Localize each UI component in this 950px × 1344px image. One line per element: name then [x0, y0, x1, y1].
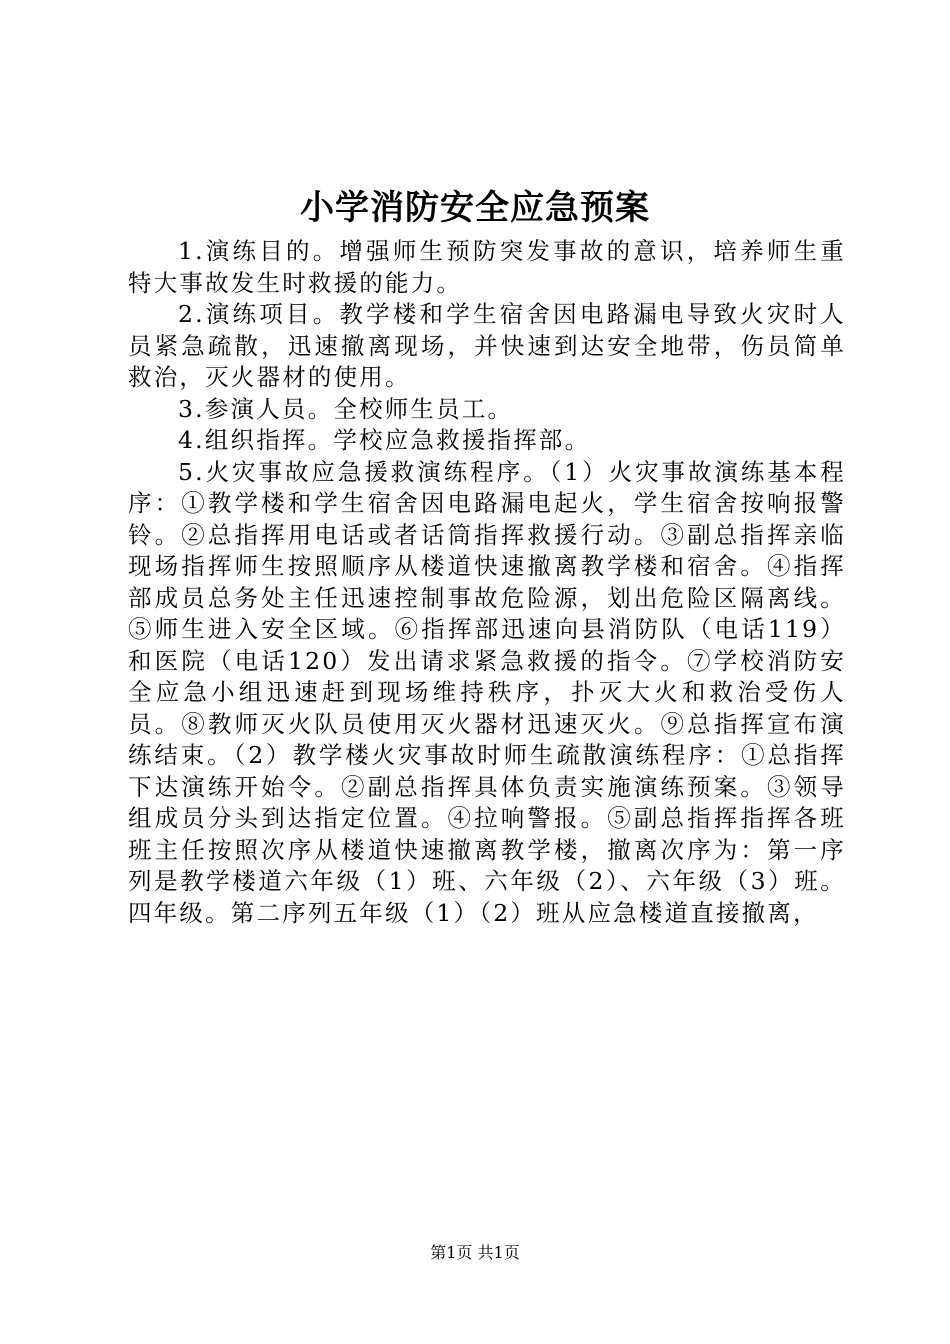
paragraph-project: 2.演练项目。教学楼和学生宿舍因电路漏电导致火灾时人员紧急疏散，迅速撤离现场，并快速到达安全地带，伤员简单救治，灭火器材的使用。	[128, 300, 846, 391]
page-footer: 第1页 共1页	[430, 1243, 520, 1262]
paragraph-purpose: 1.演练目的。增强师生预防突发事故的意识，培养师生重特大事故发生时救援的能力。	[128, 237, 846, 297]
paragraph-participants: 3.参演人员。全校师生员工。	[178, 394, 514, 423]
paragraph-procedure: 5.火灾事故应急援救演练程序。（1）火灾事故演练基本程序：①教学楼和学生宿舍因电路漏电起火，学生宿舍按响报警铃。②总指挥用电话或者话筒指挥救援行动。③副总指挥亲临现场指挥师生按照顺序从楼道快速撤离教学楼和宿舍。④指挥部成员总务处主任迅速控制事故危险源，划出危险区隔离线。⑤师生进入安全区域。⑥指挥部迅速向县消防队（电话119）和医院（电话120）发出请求紧急救援的指令。⑦学校消防安全应急小组迅速赶到现场维持秩序，扑灭大火和救治受伤人员。⑧教师灭火队员使用灭火器材迅速灭火。⑨总指挥宣布演练结束。（2）教学楼火灾事故时师生疏散演练程序：①总指挥下达演练开始令。②副总指挥具体负责实施演练预案。③领导组成员分头到达指定位置。④拉响警报。⑤副总指挥指挥各班班主任按照次序从楼道快速撤离教学楼，撤离次序为：第一序列是教学楼道六年级（1）班、六年级（2）、六年级（3）班。四年级。第二序列五年级（1）（2）班从应急楼道直接撤离，	[128, 457, 846, 927]
paragraph-command: 4.组织指挥。学校应急救援指挥部。	[178, 426, 591, 454]
document-body	[128, 236, 846, 929]
document-title: 小学消防安全应急预案	[300, 188, 650, 228]
